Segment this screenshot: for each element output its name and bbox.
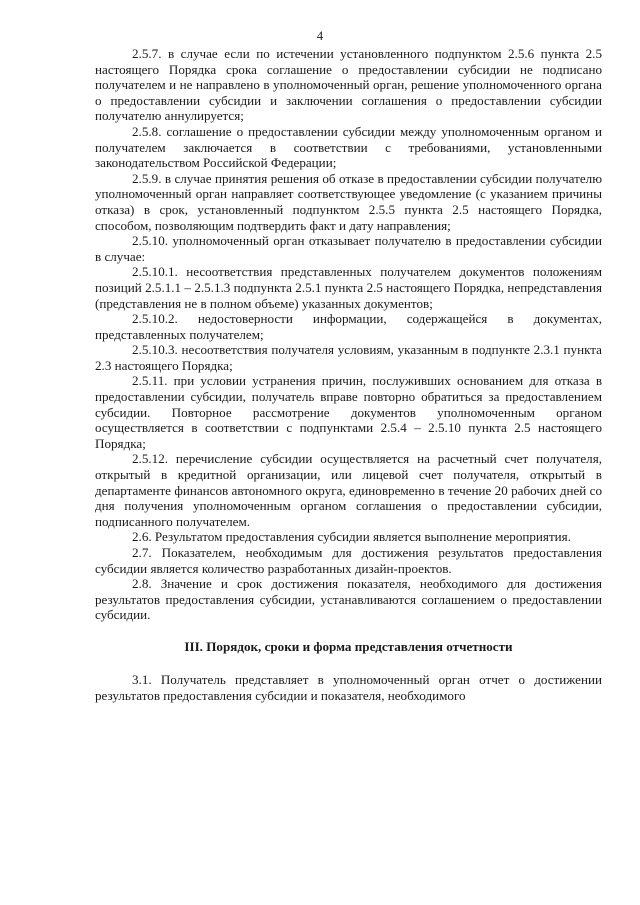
paragraph-2-5-8: 2.5.8. соглашение о предоставлении субсидии между уполномоченным органом и получателем заключается в соответствии с требованиями, установленными законодательством Российской Федерации; [95, 123, 602, 171]
paragraph-2-5-10: 2.5.10. уполномоченный орган отказывает получателю в предоставлении субсидии в случае: [95, 233, 602, 264]
paragraph-2-7: 2.7. Показателем, необходимым для достижения результатов предоставления субсидии является количество разработанных дизайн-проектов. [95, 545, 602, 576]
page-number: 4 [316, 29, 324, 43]
paragraph-2-5-9: 2.5.9. в случае принятия решения об отказе в предоставлении субсидии получателю уполномоченный орган направляет соответствующее уведомление (с указанием причины отказа) в срок, установленный подпунктом 2.5.5 пункта 2.5 настоящего Порядка, способом, позволяющим подтвердить факт и дату направления; [95, 170, 602, 233]
paragraph-2-6: 2.6. Результатом предоставления субсидии является выполнение мероприятия. [132, 529, 571, 545]
paragraph-2-5-10-1: 2.5.10.1. несоответствия представленных получателем документов положениям позиций 2.5.1.1 – 2.5.1.3 подпункта 2.5.1 пункта 2.5 настоящего Порядка, непредставления (представления не в полном объеме) указанных документов; [95, 264, 602, 311]
paragraph-2-5-10-2: 2.5.10.2. недостоверности информации, содержащейся в документах, представленных получателем; [95, 311, 602, 342]
section-title: III. Порядок, сроки и форма представления отчетности [184, 638, 513, 654]
paragraph-3-1: 3.1. Получатель представляет в уполномоченный орган отчет о достижении результатов предоставления субсидии и показателя, необходимого [95, 671, 602, 703]
document-body [95, 46, 602, 703]
paragraph-2-5-11: 2.5.11. при условии устранения причин, послуживших основанием для отказа в предоставлении субсидии, получатель вправе повторно обратиться за предоставлением субсидии. Повторное рассмотрение документов уполномоченным органом осуществляется в соответствии с подпунктами 2.5.4 – 2.5.10 пункта 2.5 настоящего Порядка; [95, 373, 602, 451]
paragraph-2-8: 2.8. Значение и срок достижения показателя, необходимого для достижения результатов предоставления субсидии, устанавливаются соглашением о предоставлении субсидии. [95, 576, 602, 623]
paragraph-2-5-7: 2.5.7. в случае если по истечении установленного подпунктом 2.5.6 пункта 2.5 настоящего Порядка срока соглашение о предоставлении субсидии не подписано получателем и не направлено в уполномоченный орган, решение уполномоченного органа о предоставлении субсидии и заключении соглашения о предоставлении субсидии получателю аннулируется; [95, 46, 602, 124]
paragraph-2-5-10-3: 2.5.10.3. несоответствия получателя условиям, указанным в подпункте 2.3.1 пункта 2.3 настоящего Порядка; [95, 342, 602, 373]
paragraph-2-5-12: 2.5.12. перечисление субсидии осуществляется на расчетный счет получателя, открытый в кредитной организации, или лицевой счет получателя, открытый в департаменте финансов автономного округа, единовременно в течение 20 рабочих дней со дня получения уполномоченным органом соглашения о предоставлении субсидии, подписанного получателем. [95, 451, 602, 529]
